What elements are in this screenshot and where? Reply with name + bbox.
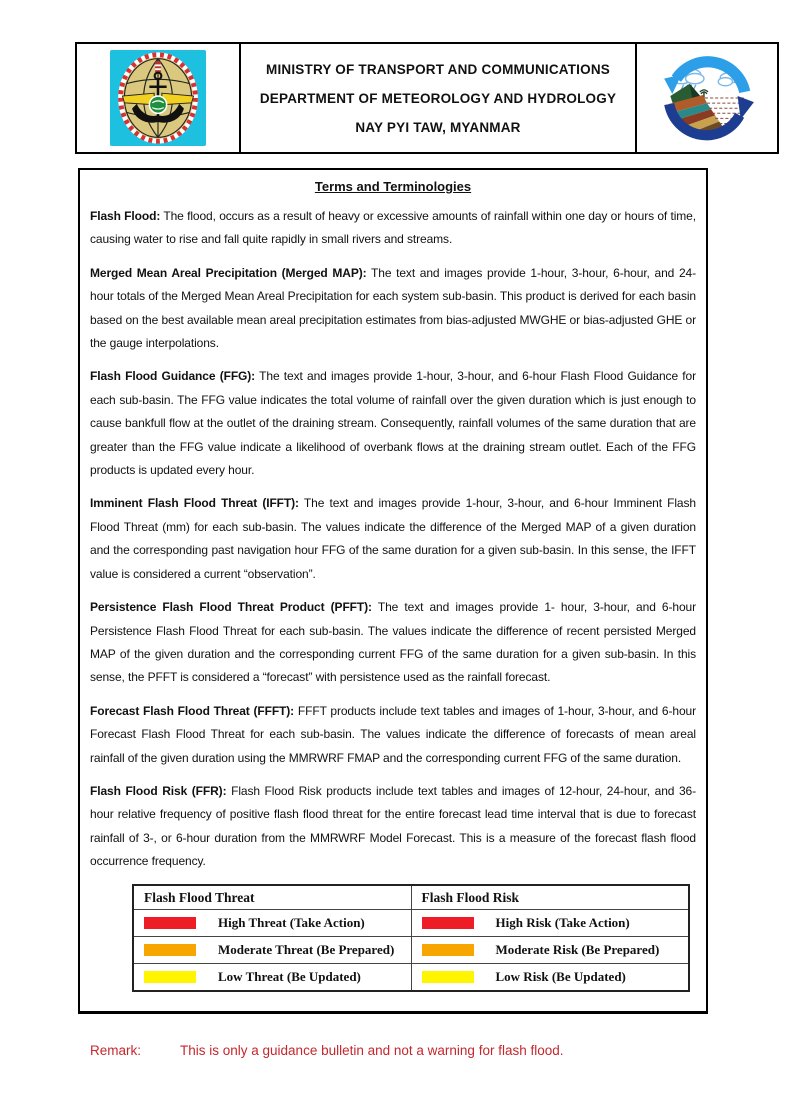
legend-row-moderate <box>133 936 689 963</box>
high-threat-label: High Threat (Take Action) <box>218 914 365 930</box>
term-definition: The text and images provide 1-hour, 3-hour, and 6-hour Flash Flood Guidance for each sub-basin. The FFG value indicates the total volume of rainfall over the given duration which is just enough to cause bankfull flow at the outlet of the draining stream. Consequently, rainfall volumes of the same duration that are greater than the FFG value indicate a likelihood of overbank flows at the draining stream outlet. Each of the FFG products is updated every hour. <box>90 369 696 478</box>
ministry-of-transport-logo-icon <box>110 49 206 147</box>
legend-row-high <box>133 909 689 936</box>
moderate-threat-color-swatch <box>144 944 196 956</box>
dmh-logo-icon <box>656 47 758 149</box>
header-left-cell <box>77 44 239 152</box>
high-risk-label: High Risk (Take Action) <box>495 914 630 930</box>
low-risk-label: Low Risk (Be Updated) <box>495 968 626 984</box>
term-paragraph-ifft <box>90 492 696 586</box>
low-risk-color-swatch <box>422 971 474 983</box>
content-box <box>78 168 708 1014</box>
term-definition: The flood, occurs as a result of heavy or excessive amounts of rainfall within one day or hours of time, causing water to rise and fall quite rapidly in small rivers and streams. <box>90 209 696 247</box>
header-line-department: DEPARTMENT OF METEOROLOGY AND HYDROLOGY <box>259 91 617 106</box>
legend-header-row <box>133 885 689 910</box>
legend-row-low <box>133 963 689 991</box>
term-label: Flash Flood: <box>90 209 161 223</box>
term-paragraph-merged-map <box>90 262 696 356</box>
term-paragraph-ffr <box>90 780 696 874</box>
remark <box>90 1042 563 1060</box>
low-threat-color-swatch <box>144 971 196 983</box>
legend-header-risk: Flash Flood Risk <box>411 885 689 910</box>
term-definition: The text and images provide 1-hour, 3-hour, 6-hour, and 24-hour totals of the Merged Mean Areal Precipitation for each system sub-basin. This product is derived for each basin based on the best available mean areal precipitation estimates from bias-adjusted MWGHE or bias-adjusted GHE or the gauge interpolations. <box>90 265 696 351</box>
header-title-block <box>239 44 637 152</box>
remark-text: This is only a guidance bulletin and not a warning for flash flood. <box>180 1043 564 1058</box>
header-bar <box>75 42 779 154</box>
remark-label: Remark: <box>90 1043 142 1058</box>
term-definition: The text and images provide 1- hour, 3-hour, and 6-hour Persistence Flash Flood Threat for each sub-basin. The values indicate the difference of recent persisted Merged MAP of the given duration and the corresponding current FFG of the same duration for a given sub-basin. In this sense, the PFFT is considered a “forecast” with persistence used as the rainfall forecast. <box>90 600 696 685</box>
moderate-threat-label: Moderate Threat (Be Prepared) <box>218 941 395 957</box>
term-label: Forecast Flash Flood Threat (FFFT): <box>90 703 295 718</box>
header-line-location: NAY PYI TAW, MYANMAR <box>355 120 521 135</box>
header-right-cell <box>637 44 777 152</box>
term-label: Flash Flood Guidance (FFG): <box>90 369 256 384</box>
term-paragraph-ffg <box>90 365 696 482</box>
term-label: Flash Flood Risk (FFR): <box>90 783 227 798</box>
high-risk-color-swatch <box>422 917 474 929</box>
term-paragraph-pfft <box>90 596 696 690</box>
low-threat-label: Low Threat (Be Updated) <box>218 968 361 984</box>
moderate-risk-color-swatch <box>422 944 474 956</box>
high-threat-color-swatch <box>144 917 196 929</box>
term-label: Imminent Flash Flood Threat (IFFT): <box>90 496 299 511</box>
term-label: Merged Mean Areal Precipitation (Merged MAP): <box>90 265 367 280</box>
header-line-ministry: MINISTRY OF TRANSPORT AND COMMUNICATIONS <box>266 62 610 77</box>
legend-table <box>132 884 690 992</box>
term-definition: FFFT products include text tables and images of 1-hour, 3-hour, and 6-hour Forecast Flash Flood Threat for each sub-basin. The values indicate the difference of forecasts of mean areal rainfall of the given duration using the MMRWRF FMAP and the corresponding current FFG of the same duration. <box>90 703 697 765</box>
term-definition: Flash Flood Risk products include text tables and images of 12-hour, 24-hour, and 36-hour relative frequency of positive flash flood threat for the entire forecast lead time interval that is due to forecast rainfall of 3-, or 6-hour duration from the MMRWRF Model Forecast. This is a measure of the forecast flash flood occurrence frequency. <box>90 783 696 869</box>
legend-header-threat: Flash Flood Threat <box>133 885 411 910</box>
moderate-risk-label: Moderate Risk (Be Prepared) <box>495 941 660 957</box>
term-paragraph-flash-flood <box>90 205 696 252</box>
term-label: Persistence Flash Flood Threat Product (PFFT): <box>90 600 372 615</box>
term-definition: The text and images provide 1-hour, 3-hour, and 6-hour Imminent Flash Flood Threat (mm) for each sub-basin. The values indicate the difference of the Merged MAP of a given duration and the corresponding past navigation hour FFG of the same duration for a given sub-basin. In this sense, the IFFT value is considered a current “observation”. <box>90 496 696 581</box>
term-paragraph-ffft <box>90 700 696 770</box>
page-title: Terms and Terminologies <box>314 179 472 194</box>
